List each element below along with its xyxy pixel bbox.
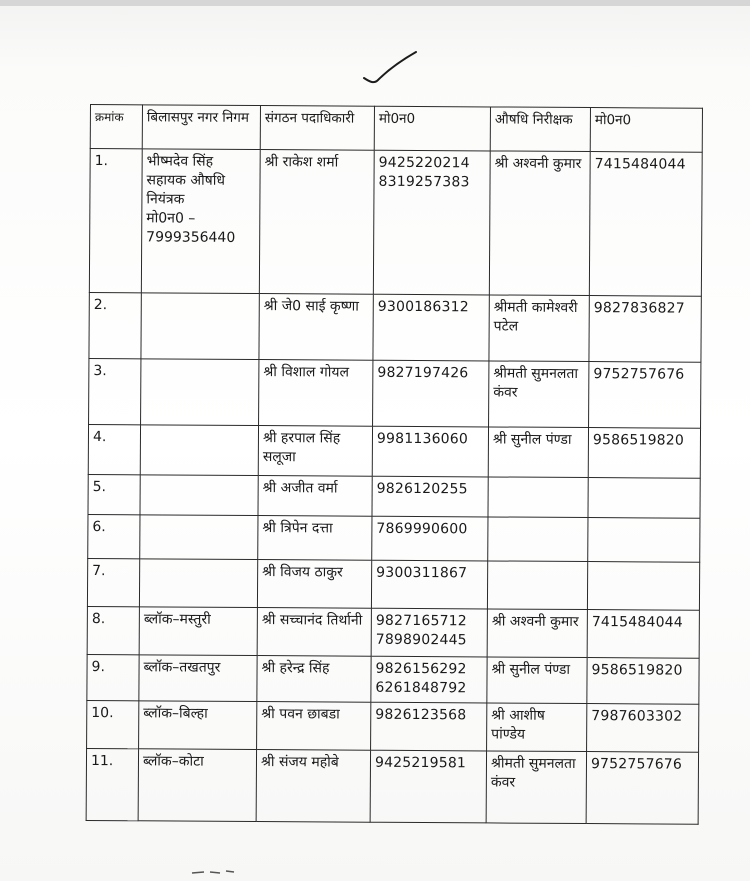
cell-officer: श्री जे0 साई कृष्णा (259, 294, 373, 361)
cell-serial: 8. (87, 606, 139, 654)
table-row (89, 292, 701, 362)
officer-mobile-number: 7869990600 (376, 520, 468, 538)
cell-area (141, 293, 259, 360)
table-row (89, 358, 701, 428)
cell-serial: 3. (89, 358, 141, 424)
cell-inspector-mobile (587, 562, 699, 611)
cell-serial: 9. (87, 654, 139, 700)
cell-inspector: श्री अश्वनी कुमार (489, 151, 590, 296)
cell-officer-mobile (373, 150, 490, 295)
cell-officer-mobile (371, 560, 487, 609)
cell-officer-mobile (372, 426, 488, 477)
cell-area (140, 475, 258, 516)
cell-officer: श्री हरेन्द्र सिंह (257, 656, 371, 703)
cell-officer: श्री विजय ठाकुर (257, 560, 371, 609)
table-row (87, 700, 699, 752)
cell-serial: 7. (87, 558, 139, 606)
cell-inspector-mobile: 7415484044 (589, 152, 702, 297)
cell-inspector-mobile: 7987603302 (587, 704, 699, 753)
scan-edge (0, 0, 750, 6)
cell-officer-mobile (371, 608, 487, 657)
table-row (88, 514, 700, 562)
table-row (87, 558, 699, 610)
cell-serial: 1. (89, 149, 142, 293)
area-mobile: मो0न0 – 7999356440 (146, 210, 236, 246)
cell-serial: 2. (89, 292, 141, 358)
officer-mobile-number: 9826123568 (375, 706, 467, 724)
officer-mobile-number: 9425220214 (378, 154, 470, 172)
cell-area (140, 515, 258, 560)
officer-mobile-number: 9300311867 (376, 564, 468, 582)
officer-mobile-number: 8319257383 (378, 173, 470, 191)
cell-officer-mobile (371, 656, 487, 703)
check-mark-icon (360, 48, 420, 88)
cell-inspector-mobile: 9586519820 (587, 658, 699, 705)
header-inspector-mobile: मो0न0 (590, 108, 702, 153)
table-header-row (90, 105, 702, 153)
header-officer-mobile: मो0न0 (374, 106, 490, 151)
cell-officer: श्री त्रिपेन दत्ता (258, 516, 372, 561)
cell-officer: श्री विशाल गोयल (259, 360, 373, 427)
officer-mobile-number: 9827165712 (375, 612, 467, 630)
scan-mark (190, 868, 250, 876)
cell-officer: श्री हरपाल सिंह सलूजा (258, 426, 372, 477)
table-row (87, 606, 699, 658)
cell-inspector: श्री सुनील पंण्डा (487, 657, 587, 704)
cell-inspector-mobile: 9752757676 (589, 362, 701, 429)
table-row (88, 474, 700, 518)
cell-area (138, 749, 256, 822)
cell-area (140, 425, 258, 476)
officer-mobile-number: 7898902445 (375, 631, 467, 649)
cell-officer-mobile (373, 360, 489, 427)
cell-officer-mobile (370, 750, 486, 823)
cell-inspector-mobile (588, 518, 700, 563)
cell-inspector: श्रीमती सुमनलता कंवर (486, 751, 586, 824)
cell-serial: 4. (88, 424, 140, 474)
table-row (89, 149, 702, 297)
cell-officer: श्री पवन छाबडा (257, 702, 371, 751)
cell-area (139, 655, 257, 702)
officer-mobile-number: 9425219581 (374, 754, 467, 772)
area-name: ब्लॉक–कोटा (142, 753, 204, 770)
table-row (87, 654, 699, 704)
cell-serial: 5. (88, 474, 140, 514)
officer-mobile-number: 9300186312 (377, 298, 469, 316)
area-name: ब्लॉक–बिल्हा (143, 705, 208, 722)
header-area: बिलासपुर नगर निगम (142, 105, 260, 150)
cell-inspector-mobile: 7415484044 (587, 610, 699, 659)
header-officer: संगठन पदाधिकारी (260, 106, 374, 151)
cell-inspector: श्रीमती कामेश्वरी पटेल (489, 295, 589, 362)
cell-inspector-mobile: 9752757676 (586, 752, 698, 825)
cell-area (139, 607, 257, 656)
cell-officer-mobile (372, 476, 488, 517)
cell-area (141, 149, 260, 294)
cell-officer: श्री संजय महोबे (256, 750, 370, 823)
table-row (86, 748, 698, 824)
officer-mobile-number: 9826156292 (375, 660, 467, 678)
table-row (88, 424, 700, 478)
cell-inspector (487, 561, 587, 610)
cell-inspector: श्रीमती सुमनलता कंवर (489, 361, 589, 428)
officials-table (86, 104, 703, 825)
cell-officer-mobile (373, 294, 489, 361)
cell-officer-mobile (371, 702, 487, 751)
officer-mobile-number: 9827197426 (377, 364, 469, 382)
cell-inspector-mobile (588, 478, 700, 519)
cell-inspector (488, 517, 588, 562)
cell-inspector: श्री आशीष पांण्डेय (487, 703, 587, 752)
cell-officer: श्री अजीत वर्मा (258, 476, 372, 517)
cell-inspector (488, 477, 588, 518)
area-name: ब्लॉक–तखतपुर (143, 659, 221, 676)
header-inspector: औषधि निरीक्षक (490, 107, 590, 152)
cell-area (139, 559, 257, 608)
cell-area (139, 701, 257, 750)
cell-inspector-mobile: 9827836827 (589, 296, 701, 363)
cell-serial: 11. (86, 748, 138, 820)
header-serial: क्रमांक (90, 105, 142, 149)
officer-mobile-number: 9981136060 (376, 430, 469, 448)
cell-serial: 10. (87, 700, 139, 748)
cell-serial: 6. (88, 514, 140, 558)
cell-inspector: श्री सुनील पंण्डा (488, 427, 588, 478)
cell-officer-mobile (372, 516, 488, 561)
cell-area (141, 359, 259, 426)
area-name: भीष्मदेव सिंह सहायक औषधि नियंत्रक (146, 153, 226, 208)
officer-mobile-number: 6261848792 (375, 679, 467, 697)
cell-inspector-mobile: 9586519820 (588, 428, 700, 479)
cell-officer: श्री राकेश शर्मा (259, 150, 374, 295)
area-name: ब्लॉक–मस्तुरी (143, 611, 211, 628)
cell-officer: श्री सच्चानंद तिर्थानी (257, 608, 371, 657)
cell-inspector: श्री अश्वनी कुमार (487, 609, 587, 658)
officer-mobile-number: 9826120255 (376, 480, 468, 498)
